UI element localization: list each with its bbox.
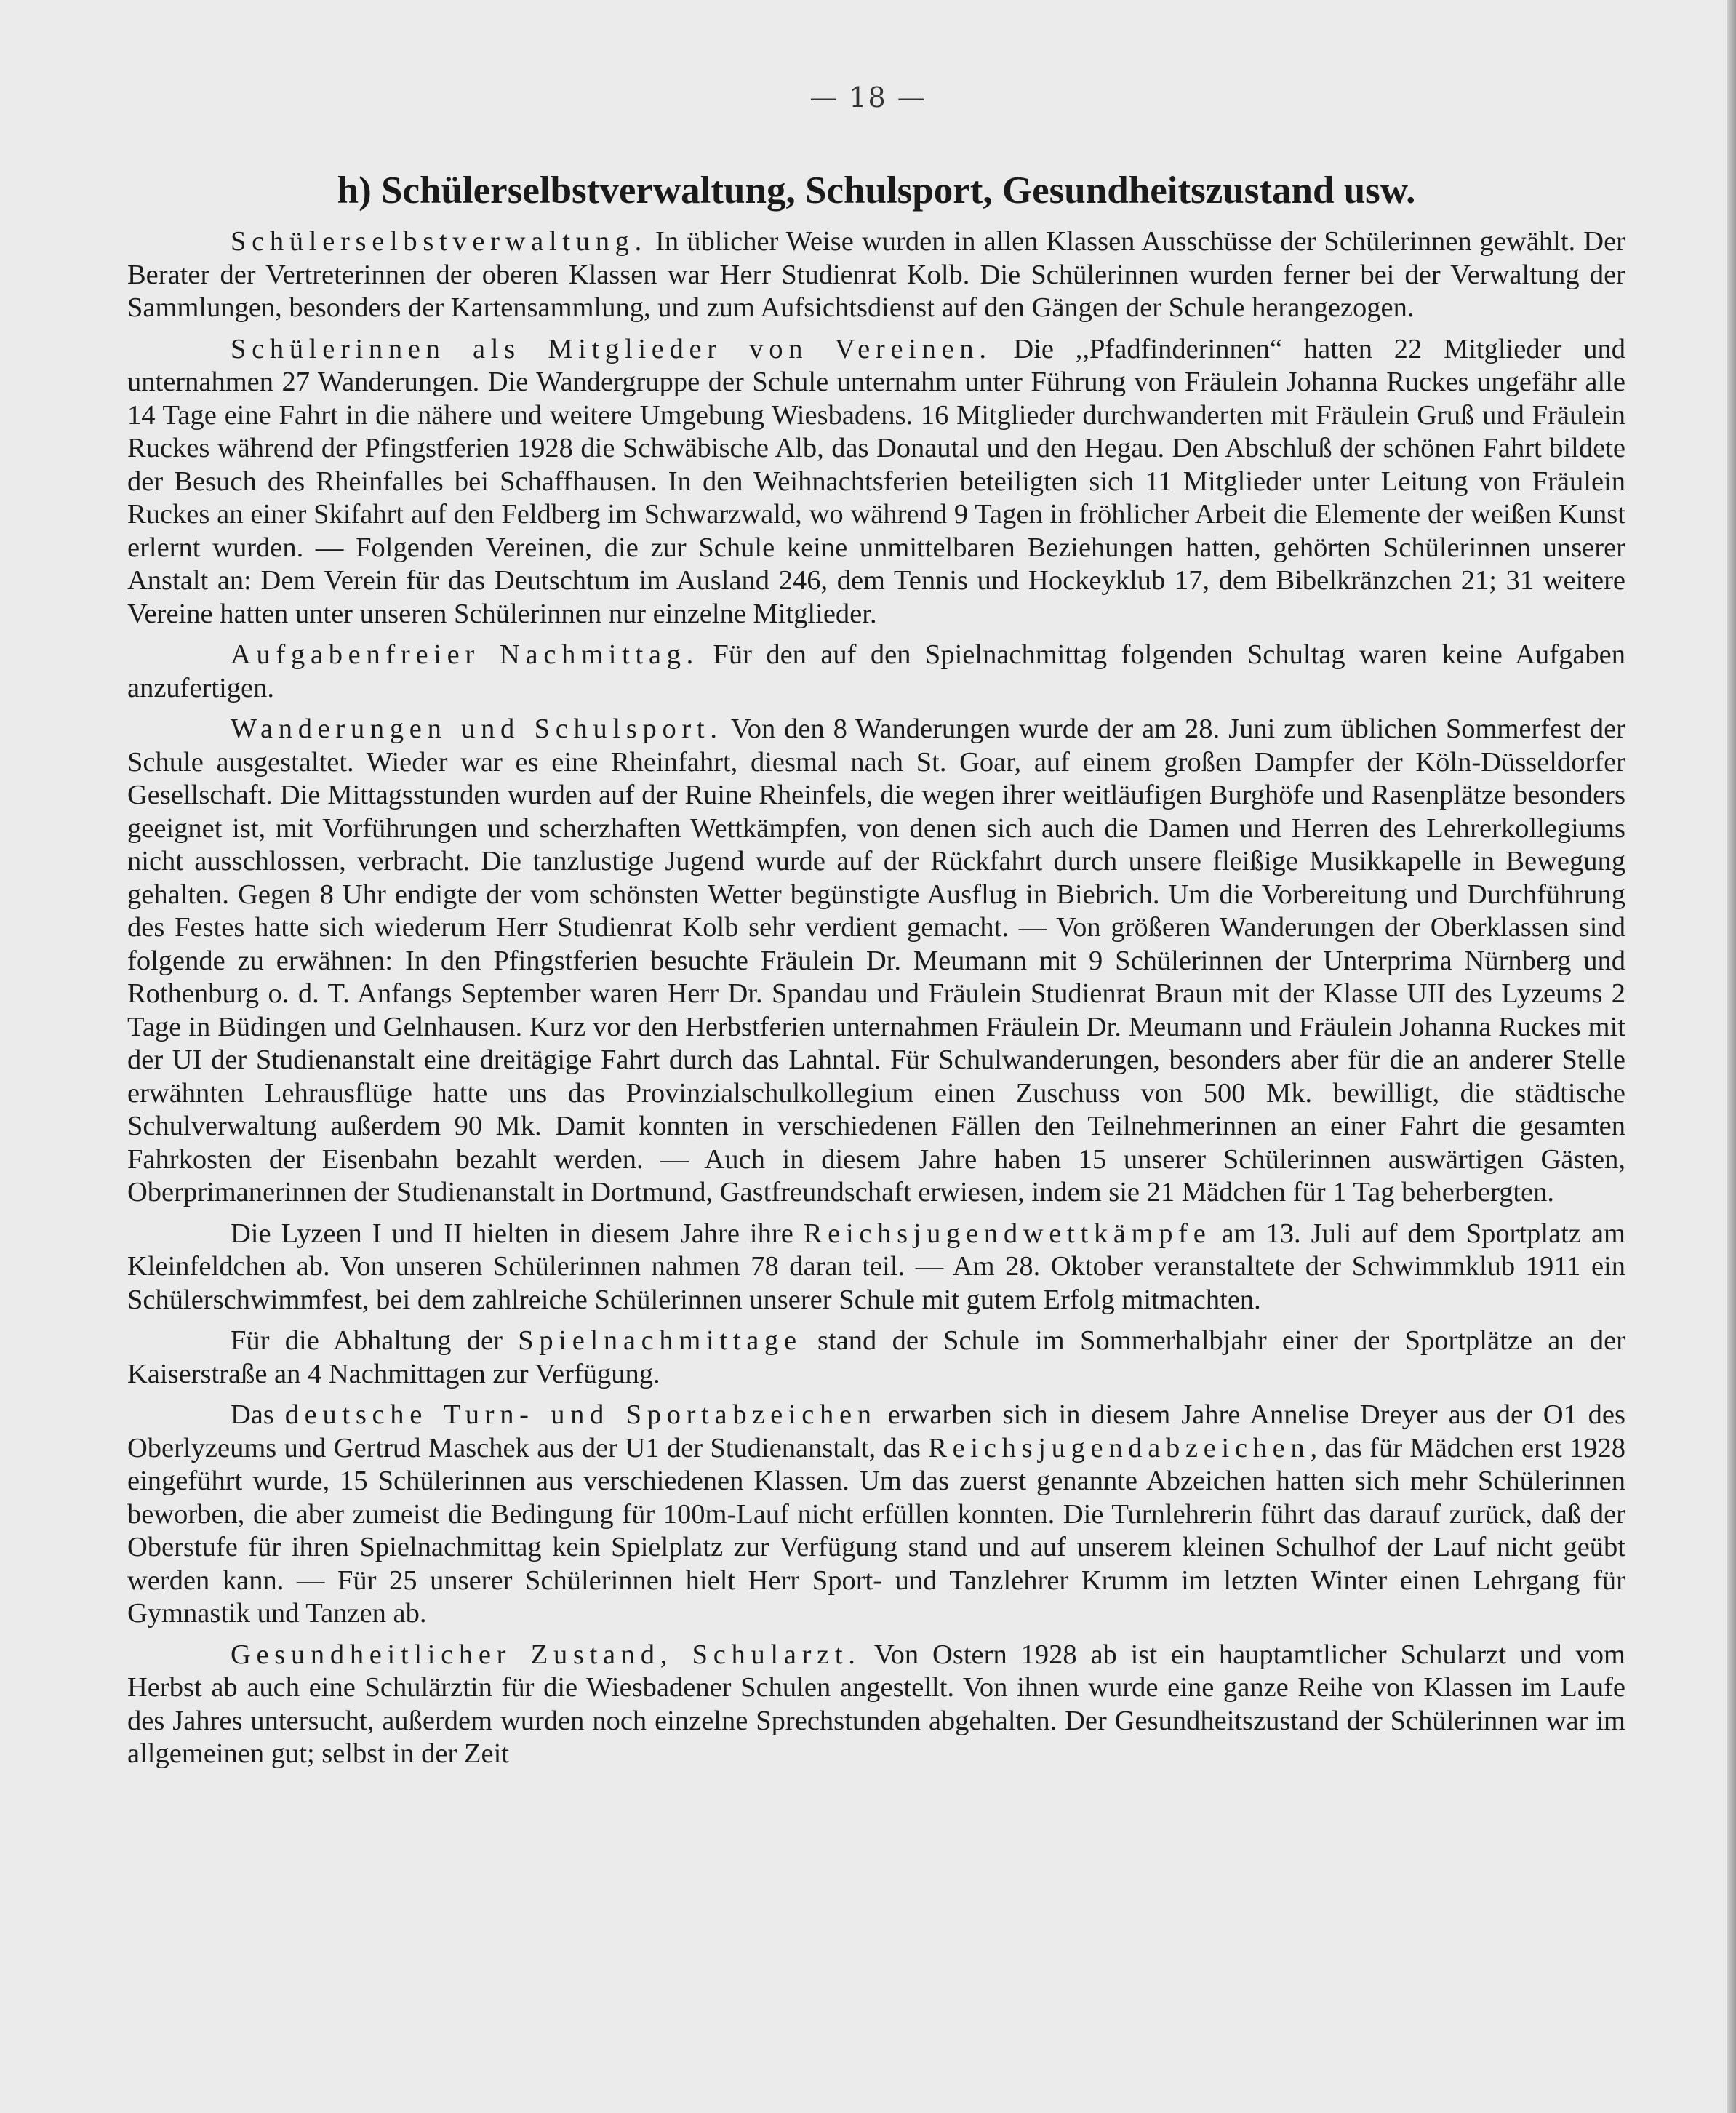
paragraph-aufgabenfreier-nachmittag [127,639,1625,705]
paragraph-text-pre: Die Lyzeen I und II hielten in diesem Jahre ihre [231,1218,793,1249]
paragraph-text: Für den auf den Spielnachmittag folgenden Schultag waren keine Aufgaben anzufertigen. [127,639,1625,703]
page-number: — 18 — [809,81,927,113]
paragraph-emphasis: Reichsjugendwettkämpfe [803,1218,1212,1249]
paragraph-spielnachmittage [127,1325,1625,1391]
paragraph-text: Die ,,Pfadfinderinnen“ hatten 22 Mitglieder und unternahmen 27 Wanderungen. Die Wandergruppe der Schule unternahm unter Führung von Fräulein Johanna Ruckes ungefähr alle 14 Tage eine Fahrt in die nähere und weitere Umgebung Wiesbadens. 16 Mitglieder durchwanderten mit Fräulein Gruß und Fräulein Ruckes während der Pfingstferien 1928 die Schwäbische Alb, das Donautal und den Hegau. Den Abschluß der schönen Fahrt bildete der Besuch des Rheinfalles bei Schaffhausen. In den Weihnachtsferien beteiligten sich 11 Mitglieder unter Leitung von Fräulein Ruckes an einer Skifahrt auf den Feldberg im Schwarzwald, wo während 9 Tagen in fröhlicher Arbeit die Elemente der weißen Kunst erlernt wurden. — Folgenden Vereinen, die zur Schule keine unmittelbaren Beziehungen hatten, gehörten Schülerinnen unserer Anstalt an: Dem Verein für das Deutschtum im Ausland 246, dem Tennis und Hockeyklub 17, dem Bibelkränzchen 21; 31 weitere Vereine hatten unter unseren Schülerinnen nur einzelne Mitglieder. [127,333,1626,629]
paragraph-lead: Schülerselbstverwaltung. [231,226,647,257]
paragraph-text-post: , das für Mädchen erst 1928 eingeführt wurde, 15 Schülerinnen aus verschiedenen Klassen. Um das zuerst genannte Abzeichen hatten sich mehr Schülerinnen beworben, die aber zumeist die Bedingung für 100m-Lauf nicht erfüllen konnten. Die Turnlehrerin führt das darauf zurück, daß der Oberstufe für ihren Spielnachmittag kein Spielplatz zur Verfügung stand und auf unserem kleinen Schulhof der Lauf nicht geübt werden kann. — Für 25 unserer Schülerinnen hielt Herr Sport- und Tanzlehrer Krumm im letzten Winter einen Lehrgang für Gymnastik und Tanzen ab. [127,1432,1625,1629]
paragraph-text-post: stand der Schule im Sommerhalbjahr einer der Sportplätze an der Kaiserstraße an 4 Nachmittagen zur Verfügung. [127,1325,1626,1389]
paragraph-text: In üblicher Weise wurden in allen Klassen Ausschüsse der Schülerinnen gewählt. Der Berater der Vertreterinnen der oberen Klassen war Herr Studienrat Kolb. Die Schülerinnen wurden ferner bei der Verwaltung der Sammlungen, besonders der Kartensammlung, und zum Aufsichtsdienst auf den Gängen der Schule herangezogen. [127,226,1625,323]
paragraph-text: Von Ostern 1928 ab ist ein hauptamtlicher Schularzt und vom Herbst ab auch eine Schulärztin für die Wiesbadener Schulen angestellt. Von ihnen wurde eine ganze Reihe von Klassen im Laufe des Jahres untersucht, außerdem wurden noch einzelne Sprechstunden abgehalten. Der Gesundheitszustand der Schülerinnen war im allgemeinen gut; selbst in der Zeit [127,1639,1625,1769]
paragraph-reichsjugendwettkaempfe [127,1218,1625,1317]
section-heading: h) Schülerselbstverwaltung, Schulsport, Gesundheitszustand usw. [337,169,1416,212]
paragraph-text: Von den 8 Wanderungen wurde der am 28. Juni zum üblichen Sommerfest der Schule ausgestaltet. Wieder war es eine Rheinfahrt, diesmal nach St. Goar, auf einem großen Dampfer der Köln-Düsseldorfer Gesellschaft. Die Mittagsstunden wurden auf der Ruine Rheinfels, die wegen ihrer weitläufigen Burghöfe und Rasenplätze besonders geeignet ist, mit Vorführungen und scherzhaften Wettkämpfen, von denen sich auch die Damen und Herren des Lehrerkollegiums nicht ausschlossen, verbracht. Die tanzlustige Jugend wurde auf der Rückfahrt durch unsere fleißige Musikkapelle in Bewegung gehalten. Gegen 8 Uhr endigte der vom schönsten Wetter begünstigte Ausflug in Biebrich. Um die Vorbereitung und Durchführung des Festes hatte sich wiederum Herr Studienrat Kolb sehr verdient gemacht. — Von größeren Wanderungen der Oberklassen sind folgende zu erwähnen: In den Pfingstferien besuchte Fräulein Dr. Meumann mit 9 Schülerinnen der Unterprima Nürnberg und Rothenburg o. d. T. Anfangs September waren Herr Dr. Spandau und Fräulein Studienrat Braun mit der Klasse UII des Lyzeums 2 Tage in Büdingen und Gelnhausen. Kurz vor den Herbstferien unternahmen Fräulein Dr. Meumann und Fräulein Johanna Ruckes mit der UI der Studienanstalt eine dreitägige Fahrt durch das Lahntal. Für Schulwanderungen, besonders aber für die an anderer Stelle erwähnten Lehrausflüge hatte uns das Provinzialschulkollegium einen Zuschuss von 500 Mk. bewilligt, die städtische Schulverwaltung außerdem 90 Mk. Damit konnten in verschiedenen Fällen den Teilnehmerinnen an einer Fahrt die gesamten Fahrkosten der Eisenbahn bezahlt werden. — Auch in diesem Jahre haben 15 unserer Schülerinnen auswärtigen Gästen, Oberprimanerinnen der Studienanstalt in Dortmund, Gastfreundschaft erwiesen, indem sie 21 Mädchen für 1 Tag beherbergten. [127,714,1626,1207]
paragraph-lead: Aufgabenfreier Nachmittag. [231,639,699,670]
page-edge-shadow [1727,0,1736,2113]
paragraph-text-post: am 13. Juli auf dem Sportplatz am Kleinfeldchen ab. Von unseren Schülerinnen nahmen 78 daran teil. — Am 28. Oktober veranstaltete der Schwimmklub 1911 ein Schülerschwimmfest, bei dem zahlreiche Schülerinnen unserer Schule mit gutem Erfolg mitmachten. [127,1218,1626,1315]
paragraph-text-pre: Das [231,1399,274,1430]
paragraph-text-pre: Für die Abhaltung der [231,1325,503,1356]
paragraph-lead: Schülerinnen als Mitglieder von Vereinen. [231,333,992,364]
paragraph-vereine [127,333,1625,631]
paragraph-sportabzeichen [127,1399,1625,1631]
body-text [127,225,1625,1779]
paragraph-emphasis: deutsche Turn- und Sportabzeichen [284,1399,877,1430]
paragraph-lead: Gesundheitlicher Zustand, Schularzt. [231,1639,861,1670]
paragraph-text-mid: erwarben sich in diesem Jahre Annelise Dreyer aus der O1 des Oberlyzeums und Gertrud Maschek aus der U1 der Studienanstalt, das [127,1399,1626,1463]
paragraph-wanderungen [127,713,1625,1210]
paragraph-emphasis: Spielnachmittage [518,1325,802,1356]
paragraph-emphasis: Reichsjugendabzeichen [928,1432,1311,1463]
paragraph-lead: Wanderungen und Schulsport. [231,714,723,744]
paragraph-schuelerselbstverwaltung [127,225,1625,325]
paragraph-gesundheit [127,1639,1625,1771]
